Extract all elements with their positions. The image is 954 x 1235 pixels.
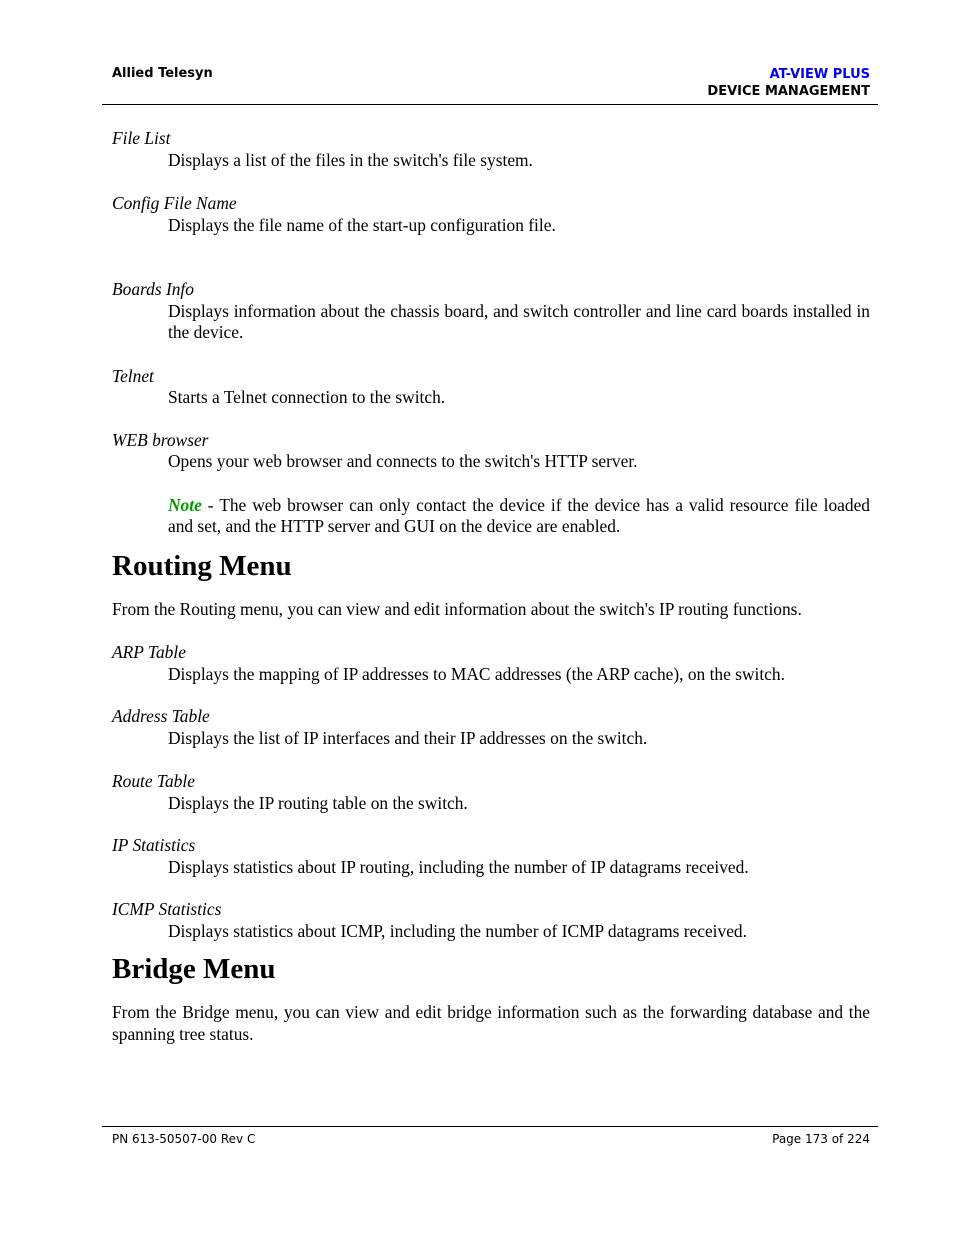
item-arp-table (112, 642, 870, 685)
item-desc: Displays statistics about IP routing, including the number of IP datagrams received. (168, 856, 749, 877)
item-term: Config File Name (112, 193, 237, 213)
item-term: Address Table (112, 706, 210, 726)
item-icmp-statistics (112, 899, 870, 942)
item-route-table (112, 771, 870, 814)
item-term: Boards Info (112, 279, 194, 299)
item-term: ICMP Statistics (112, 899, 222, 919)
item-term: File List (112, 128, 171, 148)
routing-menu-heading: Routing Menu (112, 549, 292, 582)
footer-page-number: Page 173 of 224 (772, 1132, 870, 1146)
item-web-browser (112, 430, 870, 473)
header-product: AT-VIEW PLUS (769, 67, 870, 82)
item-desc: Displays the list of IP interfaces and their IP addresses on the switch. (168, 727, 648, 748)
item-desc: Displays statistics about ICMP, including the number of ICMP datagrams received. (168, 920, 747, 941)
routing-intro: From the Routing menu, you can view and edit information about the switch's IP routing functions. (112, 598, 802, 619)
bridge-intro: From the Bridge menu, you can view and edit bridge information such as the forwarding database and the spanning tree status. (112, 1002, 870, 1044)
item-term: ARP Table (112, 642, 186, 662)
item-term: Route Table (112, 771, 195, 791)
item-term: IP Statistics (112, 835, 196, 855)
item-term: Telnet (112, 365, 154, 386)
item-desc: Displays information about the chassis board, and switch controller and line card boards installed in the device. (168, 300, 870, 342)
footer-divider (102, 1126, 878, 1127)
header-company: Allied Telesyn (112, 66, 213, 81)
note-block (168, 495, 870, 538)
note-text: - The web browser can only contact the device if the device has a valid resource file loaded and set, and the HTTP server and GUI on the device are enabled. (168, 494, 870, 536)
item-desc: Starts a Telnet connection to the switch. (168, 387, 446, 407)
item-boards-info (112, 279, 870, 344)
note-label: Note (168, 494, 202, 515)
page-body (112, 128, 870, 1045)
header-section: DEVICE MANAGEMENT (707, 84, 870, 99)
item-desc: Displays the mapping of IP addresses to MAC addresses (the ARP cache), on the switch. (168, 663, 785, 684)
item-telnet (112, 366, 870, 409)
item-ip-statistics (112, 835, 870, 878)
item-address-table (112, 706, 870, 749)
header-divider (102, 104, 878, 105)
item-config-file-name (112, 193, 870, 236)
item-desc: Displays a list of the files in the switch's file system. (168, 149, 533, 170)
item-desc: Displays the file name of the start-up configuration file. (168, 214, 556, 235)
item-term: WEB browser (112, 429, 209, 450)
footer-part-number: PN 613-50507-00 Rev C (112, 1132, 256, 1146)
item-desc: Opens your web browser and connects to the switch's HTTP server. (168, 451, 638, 471)
item-desc: Displays the IP routing table on the switch. (168, 792, 468, 813)
item-file-list (112, 128, 870, 171)
bridge-menu-heading: Bridge Menu (112, 953, 276, 985)
header-title-block (707, 66, 870, 100)
